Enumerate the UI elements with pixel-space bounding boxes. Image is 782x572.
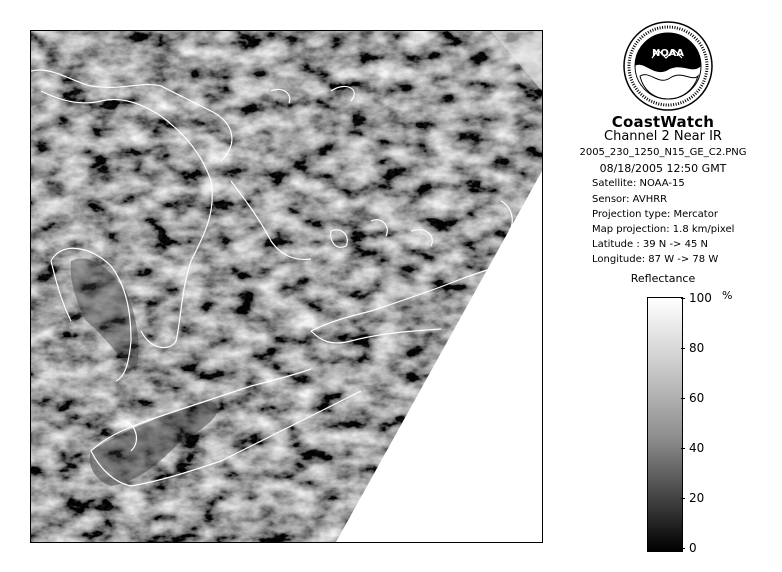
colorbar-tick [681,398,685,399]
map-projection-line: Map projection: 1.8 km/pixel [592,224,735,235]
colorbar-tick-label: 80 [689,341,705,355]
colorbar-label: Reflectance [630,272,696,285]
channel-title: Channel 2 Near IR [604,129,722,144]
colorbar-tick-label: 40 [689,441,705,455]
brand-title: CoastWatch [611,113,715,131]
colorbar-tick [681,348,685,349]
colorbar-tick-label: 0 [689,541,697,555]
noaa-logo-icon [622,20,714,112]
sensor-line: Sensor: AVHRR [592,194,668,205]
colorbar-unit: % [722,289,733,302]
logo-text: NOAA [651,48,685,59]
projection-type-line: Projection type: Mercator [592,209,718,220]
date-time: 08/18/2005 12:50 GMT [599,162,727,175]
colorbar-tick [681,448,685,449]
file-name: 2005_230_1250_N15_GE_C2.PNG [579,147,747,158]
satellite-image-canvas [31,31,542,542]
colorbar-tick-label: 20 [689,491,705,505]
colorbar-tick-label: 100 [689,291,712,305]
colorbar [647,297,683,552]
colorbar-tick [681,548,685,549]
colorbar-tick [681,498,685,499]
satellite-line: Satellite: NOAA-15 [592,178,685,189]
satellite-image [30,30,543,543]
latitude-line: Latitude : 39 N -> 45 N [592,239,708,250]
longitude-line: Longitude: 87 W -> 78 W [592,254,719,265]
colorbar-tick-label: 60 [689,391,705,405]
colorbar-tick [681,298,685,299]
